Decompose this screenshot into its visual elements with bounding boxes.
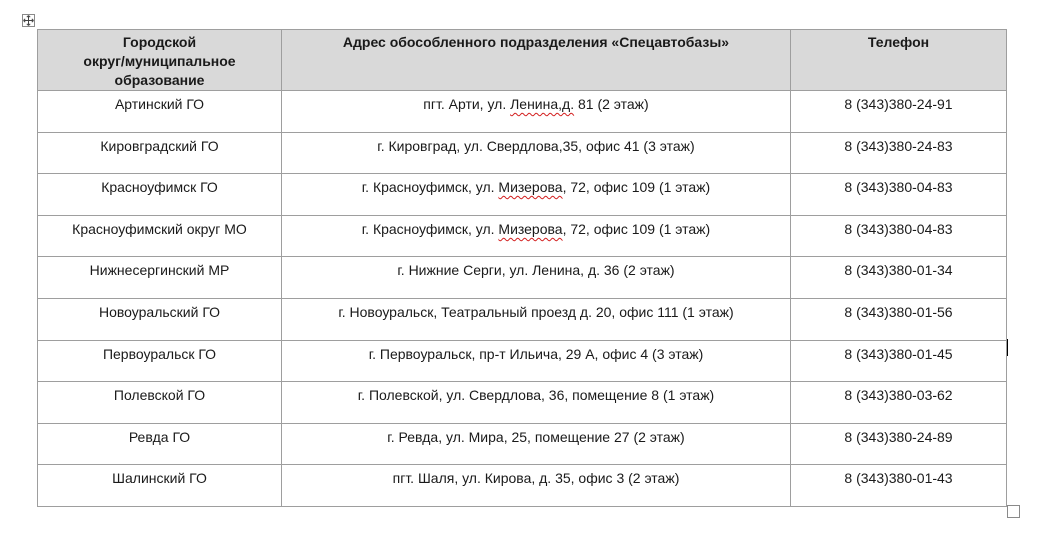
- cell-phone[interactable]: 8 (343)380-01-43: [791, 465, 1007, 507]
- cell-district[interactable]: Шалинский ГО: [38, 465, 282, 507]
- address-prefix: г. Красноуфимск, ул.: [361, 179, 499, 196]
- cell-district[interactable]: Кировградский ГО: [38, 132, 282, 174]
- header-address[interactable]: [282, 30, 791, 91]
- address-suffix: 81 (2 этаж): [574, 96, 649, 112]
- table-row: [38, 257, 1007, 299]
- address-prefix: г. Ревда, ул. Мира, 25, помещение 27 (2 этаж): [387, 428, 685, 445]
- cell-phone[interactable]: 8 (343)380-24-91: [791, 91, 1007, 133]
- cell-district[interactable]: Артинский ГО: [38, 91, 282, 133]
- table-row: [38, 215, 1007, 257]
- cell-district[interactable]: Нижнесергинский МР: [38, 257, 282, 299]
- cell-phone[interactable]: 8 (343)380-03-62: [791, 382, 1007, 424]
- table-row: [38, 132, 1007, 174]
- address-prefix: г. Полевской, ул. Свердлова, 36, помещение 8 (1 этаж): [357, 387, 715, 404]
- header-district-line-3: образование: [114, 72, 205, 88]
- address-prefix: г. Красноуфимск, ул.: [361, 220, 499, 237]
- cell-phone[interactable]: 8 (343)380-04-83: [791, 174, 1007, 216]
- cell-phone[interactable]: 8 (343)380-24-83: [791, 132, 1007, 174]
- cell-address[interactable]: [282, 465, 791, 507]
- header-phone[interactable]: [791, 30, 1007, 91]
- cell-phone[interactable]: 8 (343)380-04-83: [791, 215, 1007, 257]
- cell-address[interactable]: [282, 132, 791, 174]
- table-row: [38, 91, 1007, 133]
- cell-district[interactable]: Ревда ГО: [38, 423, 282, 465]
- cell-address[interactable]: [282, 91, 791, 133]
- address-prefix: пгт. Арти, ул.: [423, 96, 511, 112]
- cell-address[interactable]: [282, 423, 791, 465]
- address-suffix: , 72, офис 109 (1 этаж): [562, 220, 711, 237]
- cell-district[interactable]: Красноуфимский округ МО: [38, 215, 282, 257]
- cell-phone[interactable]: 8 (343)380-24-89: [791, 423, 1007, 465]
- offices-table: [37, 29, 1007, 507]
- header-district-line-1: Городской: [122, 34, 197, 50]
- cell-address[interactable]: [282, 215, 791, 257]
- table-row: [38, 465, 1007, 507]
- text-cursor: [1007, 339, 1008, 356]
- cell-district[interactable]: Красноуфимск ГО: [38, 174, 282, 216]
- cell-phone[interactable]: 8 (343)380-01-34: [791, 257, 1007, 299]
- table-row: [38, 298, 1007, 340]
- header-district[interactable]: [38, 30, 282, 91]
- cell-address[interactable]: [282, 340, 791, 382]
- cell-address[interactable]: [282, 382, 791, 424]
- table-move-handle-icon[interactable]: [22, 14, 35, 27]
- cell-district[interactable]: Новоуральский ГО: [38, 298, 282, 340]
- table-row: [38, 423, 1007, 465]
- address-prefix: г. Кировград, ул. Свердлова,35, офис 41 (3 этаж): [377, 137, 695, 154]
- table-row: [38, 174, 1007, 216]
- header-address-line-1: Адрес обособленного подразделения «Спецавтобазы»: [342, 34, 730, 50]
- cell-address[interactable]: [282, 174, 791, 216]
- address-prefix: г. Новоуральск, Театральный проезд д. 20, офис 111 (1 этаж): [338, 303, 734, 320]
- header-district-line-2: округ/муниципальное: [83, 53, 236, 69]
- address-prefix: г. Первоуральск, пр-т Ильича, 29 А, офис 4 (3 этаж): [368, 345, 704, 362]
- header-phone-line-1: Телефон: [867, 34, 930, 50]
- address-misspelled-word: Мизерова: [498, 179, 563, 196]
- address-misspelled-word: Мизерова: [498, 220, 563, 237]
- address-suffix: , 72, офис 109 (1 этаж): [562, 179, 711, 196]
- cell-phone[interactable]: 8 (343)380-01-56: [791, 298, 1007, 340]
- cell-address[interactable]: [282, 298, 791, 340]
- cell-district[interactable]: Первоуральск ГО: [38, 340, 282, 382]
- table-resize-handle[interactable]: [1007, 505, 1020, 518]
- table-row: [38, 340, 1007, 382]
- table-header-row: [38, 30, 1007, 91]
- cell-phone[interactable]: 8 (343)380-01-45: [791, 340, 1007, 382]
- address-misspelled-word: Ленина,д.: [510, 96, 575, 112]
- table-row: [38, 382, 1007, 424]
- cell-district[interactable]: Полевской ГО: [38, 382, 282, 424]
- address-prefix: г. Нижние Серги, ул. Ленина, д. 36 (2 этаж): [397, 262, 675, 279]
- cell-address[interactable]: [282, 257, 791, 299]
- address-prefix: пгт. Шаля, ул. Кирова, д. 35, офис 3 (2 этаж): [392, 470, 680, 487]
